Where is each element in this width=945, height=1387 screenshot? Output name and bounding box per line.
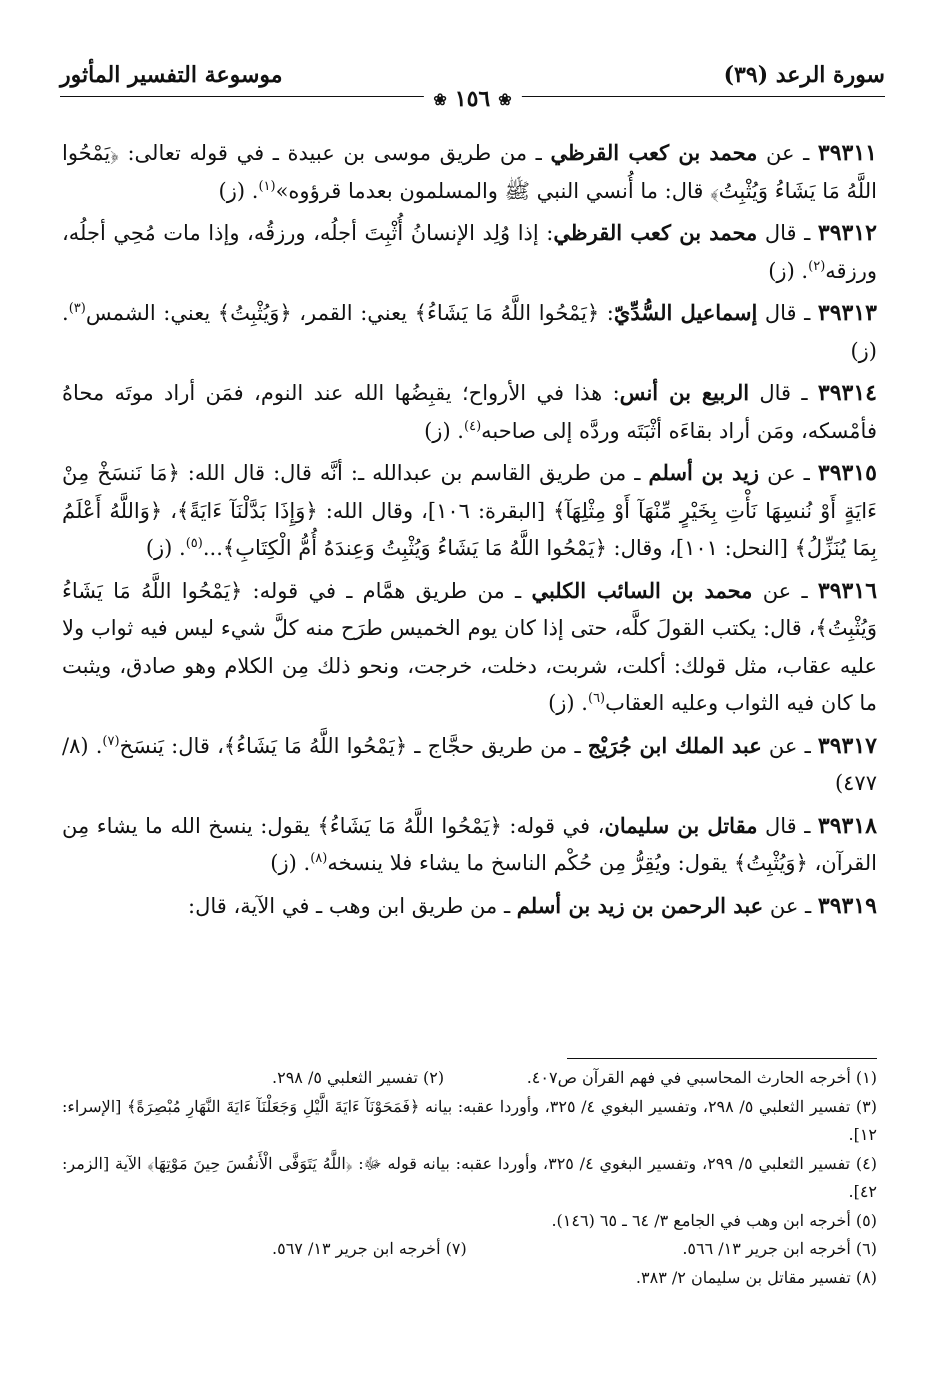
entry-number: ٣٩٣١٦ <box>817 577 878 604</box>
footnote-ref[interactable]: (٤) <box>464 418 482 434</box>
narrator-name: عبد الملك ابن جُرَيْج <box>587 732 762 758</box>
entry-tail: . (ز) <box>145 536 186 560</box>
entry-text: ـ قال <box>757 301 811 325</box>
footnote-ref[interactable]: (٢) <box>808 258 826 274</box>
entry-tail: . (ز) <box>62 301 877 363</box>
footnote-4: (٤) تفسير الثعلبي ٥/ ٢٩٩، وتفسير البغوي ٤/ ٣٢٥، وأوردا عقبه: بيانه قوله ﷻ: ﴿اللَّهُ يَتَوَفَّى الْأَنفُسَ حِينَ مَوْتِهَا﴾ الآية [الزمر: ٤٢]. <box>62 1153 878 1201</box>
surah-header: سورة الرعد (٣٩) <box>723 62 885 88</box>
footnote-3: (٣) تفسير الثعلبي ٥/ ٢٩٨، وتفسير البغوي ٤/ ٣٢٥، وأوردا عقبه: بيانه ﴿فَمَحَوْنَآ ءَايَةَ الَّيْلِ وَجَعَلْنَآ ءَايَةَ النَّهَارِ مُبْصِرَةً﴾ [الإسراء: ١٢]. <box>62 1096 878 1144</box>
entry-tail: . (ز) <box>548 691 588 715</box>
entry-text: ـ من طريق همَّام ـ في قوله: ﴿يَمْحُوا اللَّهُ مَا يَشَاءُ وَيُثْبِتُ﴾، قال: يكتب القولَ كلَّه، حتى إذا كان يوم الخميس طرَح منه كلَّ شيء ليس فيه ثواب ولا عليه عقاب، مثل قولك: أكلت، شربت، دخلت، خرجت، ونحو ذلك مِن الكلام وهو صادق، ويثبت ما كان فيه الثواب وعليه العقاب <box>62 578 877 715</box>
entry-text: : ﴿يَمْحُوا اللَّهُ مَا يَشَاءُ﴾ يعني: القمر، ﴿وَيُثْبِتُ﴾ يعني: الشمس <box>85 301 614 325</box>
narrator-name: مقاتل بن سليمان <box>604 812 758 838</box>
narrator-name: الربيع بن أنس <box>619 380 750 405</box>
entry-39313 <box>62 294 877 370</box>
entry-39311 <box>62 134 877 210</box>
footnote-row <box>62 1064 877 1093</box>
footnote-1: (١) أخرجه الحارث المحاسبي في فهم القرآن ص٤٠٧. <box>526 1068 877 1087</box>
entry-number: ٣٩٣١٤ <box>817 380 877 406</box>
entry-tail: . (ز) <box>768 258 809 283</box>
page-number: ١٥٦ <box>454 86 491 112</box>
entry-text: ـ عن <box>752 578 808 603</box>
entry-text: ـ عن <box>759 461 810 485</box>
footnote-separator <box>567 1058 877 1059</box>
entry-text: ـ قال <box>757 813 811 838</box>
entry-text: ـ من طريق حجَّاج ـ ﴿يَمْحُوا اللَّهُ مَا يَشَاءُ﴾، قال: يَنسَخ <box>119 733 588 758</box>
narrator-name: محمد بن كعب القرظي <box>553 220 758 245</box>
entry-text: ـ من طريق موسى بن عبيدة ـ في قوله تعالى: ﴿يَمْحُوا اللَّهُ مَا يَشَاءُ وَيُثْبِتُ﴾ قال: ما أُنسي النبي ﷺ والمسلمون بعدما قرؤوه» <box>62 141 877 203</box>
entry-text: : هذا في الأرواح؛ يقبِضُها الله عند النوم، فمَن أراد موتَه محاهُ فأمْسكه، ومَن أراد بقاءَه أثْبَتَه وردَّه إلى صاحبه <box>62 381 877 443</box>
page-header <box>60 62 885 110</box>
entry-number: ٣٩٣١٨ <box>817 812 877 839</box>
ornament-left-icon: ❀ <box>433 89 447 109</box>
footnote-7: (٧) أخرجه ابن جرير ١٣/ ٥٦٧. <box>272 1239 467 1258</box>
narrator-name: محمد بن كعب القرظي <box>550 140 758 165</box>
entry-tail: . (٨/ ٤٧٧) <box>62 733 877 795</box>
footnotes <box>62 1064 877 1292</box>
entry-text: ـ عن <box>761 733 811 758</box>
entry-39316 <box>62 572 877 723</box>
entry-text: ـ قال <box>749 381 808 405</box>
footnote-ref[interactable]: (٦) <box>587 691 606 706</box>
entry-text: ـ عن <box>757 141 810 165</box>
entry-39315 <box>62 454 877 568</box>
footnote-ref[interactable]: (٥) <box>185 536 203 551</box>
narrator-name: محمد بن السائب الكلبي <box>531 577 753 603</box>
narrator-name: إسماعيل السُّدِّيّ <box>613 300 758 325</box>
entry-text: ـ قال <box>757 221 811 245</box>
entry-39312 <box>62 214 877 290</box>
entry-number: ٣٩٣١٩ <box>817 892 877 919</box>
entry-number: ٣٩٣١٥ <box>817 460 877 486</box>
footnote-6: (٦) أخرجه ابن جرير ١٣/ ٥٦٦. <box>682 1239 877 1258</box>
entry-39318 <box>62 807 877 883</box>
footnote-5: (٥) أخرجه ابن وهب في الجامع ٣/ ٦٤ ـ ٦٥ (١٤٦). <box>551 1210 877 1230</box>
entry-text: ـ من طريق ابن وهب ـ في الآية، قال: <box>188 893 517 918</box>
entry-tail: . (ز) <box>424 418 464 443</box>
narrator-name: زيد بن أسلم <box>648 460 760 485</box>
book-title-header: موسوعة التفسير المأثور <box>60 62 283 88</box>
entry-text: : إذا وُلِد الإنسانُ أُثْبِتَ أجلُه، ورزقُه، وإذا مات مُحِي أجلُه، ورزقه <box>62 221 877 283</box>
footnote-ref[interactable]: (٨) <box>310 851 328 866</box>
entry-39317 <box>62 727 877 803</box>
entry-tail: . (ز) <box>218 178 259 203</box>
entry-text: ـ من طريق القاسم بن عبدالله ـ: أنَّه قال: قال الله: ﴿مَا نَنسَخْ مِنْ ءَايَةٍ أَوْ نُنسِهَا نَأْتِ بِخَيْرٍ مِّنْهَآ أَوْ مِثْلِهَآ﴾ [البقرة: ١٠٦]، وقال الله: ﴿وَإِذَا بَدَّلْنَآ ءَايَةً﴾، ﴿وَاللَّهُ أَعْلَمُ بِمَا يُنَزِّلُ﴾ [النحل: ١٠١]، وقال: ﴿يَمْحُوا اللَّهُ مَا يَشَاءُ وَيُثْبِتُ وَعِندَهُ أُمُّ الْكِتَابِ﴾... <box>62 461 877 560</box>
narrator-name: عبد الرحمن بن زيد بن أسلم <box>516 892 764 918</box>
footnote-ref[interactable]: (١) <box>258 178 276 194</box>
footnote-row <box>62 1235 877 1264</box>
main-text <box>62 134 877 929</box>
entry-number: ٣٩٣١٢ <box>817 220 877 246</box>
entry-number: ٣٩٣١٣ <box>817 300 877 326</box>
footnote-2: (٢) تفسير الثعلبي ٥/ ٢٩٨. <box>272 1068 445 1087</box>
entry-number: ٣٩٣١١ <box>817 140 877 166</box>
footnote-8: (٨) تفسير مقاتل بن سليمان ٢/ ٣٨٣. <box>635 1267 877 1287</box>
entry-number: ٣٩٣١٧ <box>817 732 877 759</box>
ornament-right-icon: ❀ <box>498 89 512 109</box>
footnote-ref[interactable]: (٧) <box>102 733 120 749</box>
entry-39319 <box>62 887 877 926</box>
entry-text: ـ عن <box>763 893 812 918</box>
footnote-ref[interactable]: (٣) <box>68 301 86 316</box>
entry-text: ، في قوله: ﴿يَمْحُوا اللَّهُ مَا يَشَاءُ﴾ يقول: ينسخ الله ما يشاء مِن القرآن، ﴿وَيُثْبِتُ﴾ يقول: ويُقِرُّ مِن حُكْم الناسخ ما يشاء فلا ينسخه <box>62 813 877 875</box>
entry-tail: . (ز) <box>270 851 311 875</box>
entry-39314 <box>62 374 877 450</box>
page-number-box <box>423 86 521 112</box>
